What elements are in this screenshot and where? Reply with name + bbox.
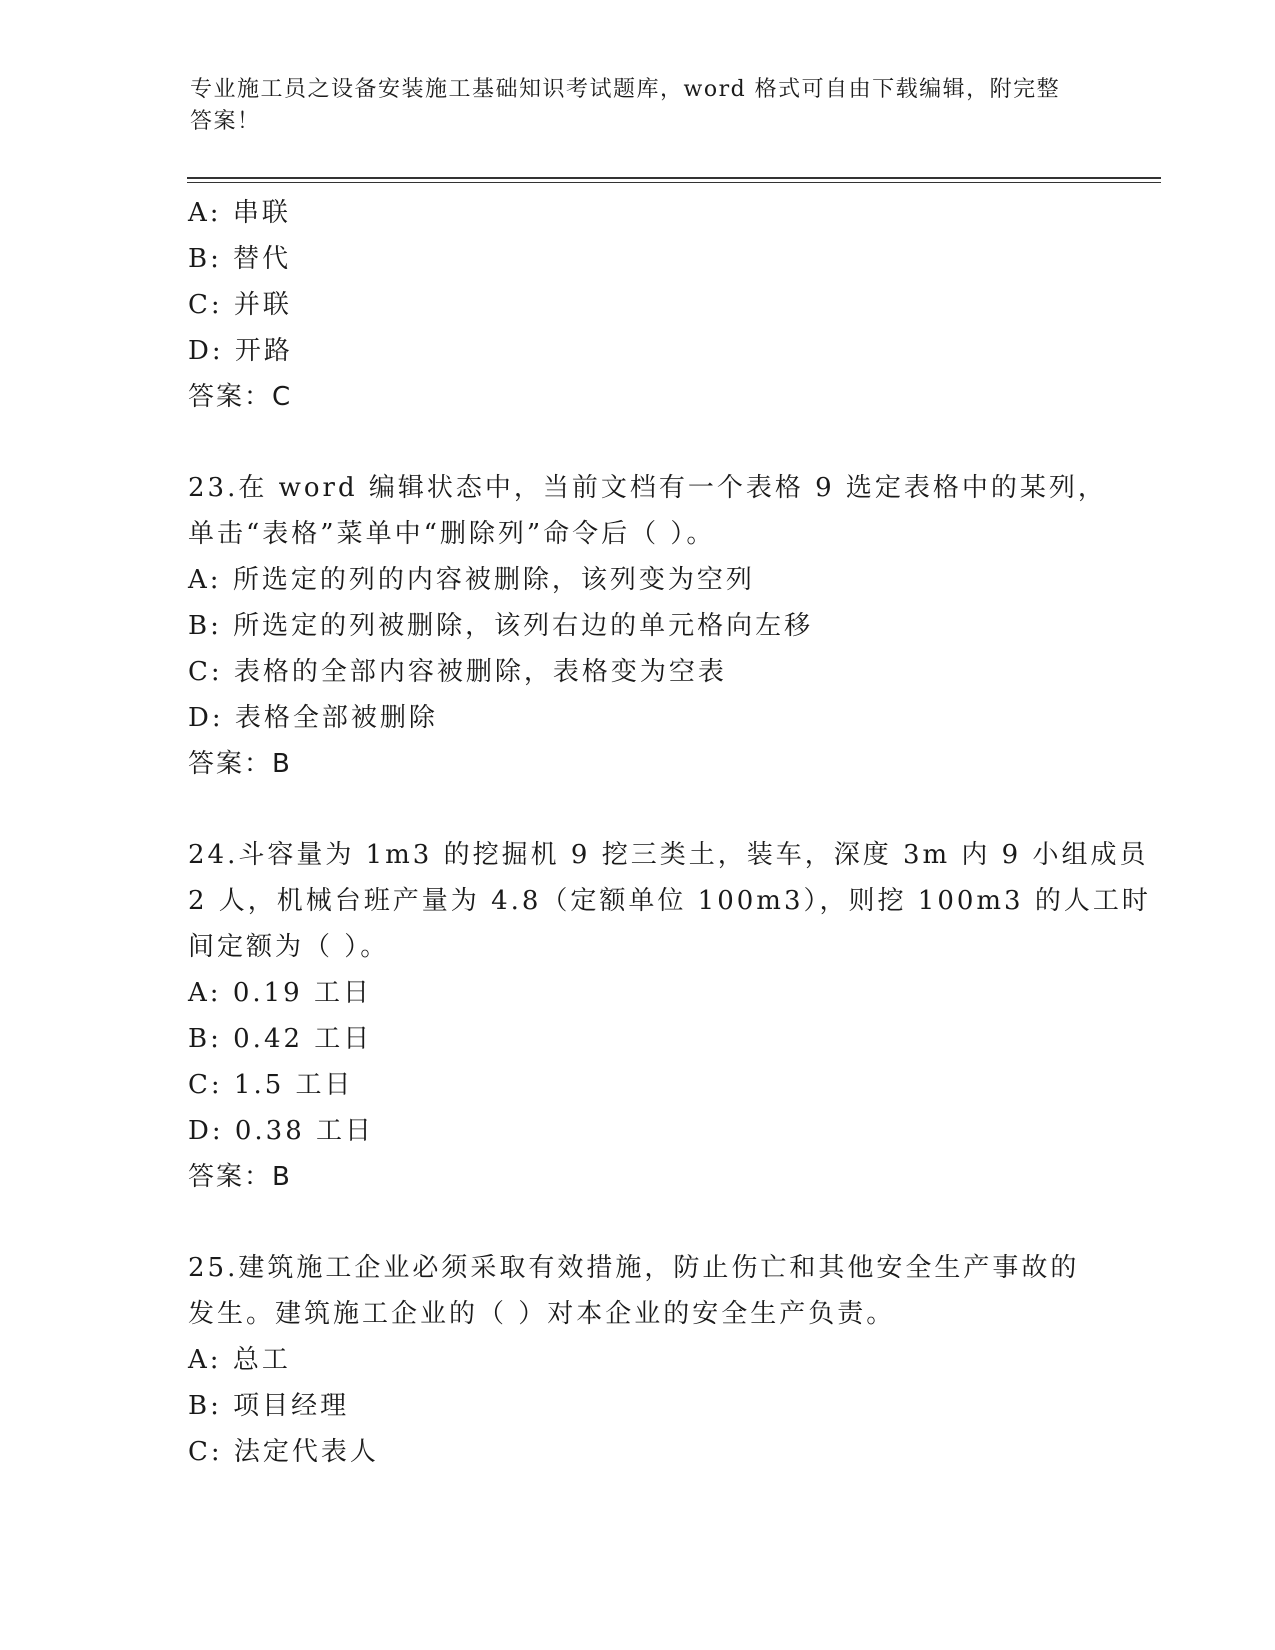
option-a: A: 所选定的列的内容被删除，该列变为空列	[188, 565, 755, 595]
document-header: 专业施工员之设备安装施工基础知识考试题库，word 格式可自由下载编辑，附完整答案！	[190, 77, 1061, 134]
option-b: B: 0.42 工日	[188, 1024, 373, 1054]
question-list	[188, 190, 1151, 1475]
option-d: D: 开路	[188, 336, 293, 366]
option-b: B: 所选定的列被删除，该列右边的单元格向左移	[188, 611, 814, 641]
option-a: A: 总工	[188, 1345, 291, 1375]
question-25	[188, 1245, 1088, 1475]
question-text: 25.建筑施工企业必须采取有效措施，防止伤亡和其他安全生产事故的	[188, 1253, 1080, 1283]
option-b: B: 替代	[188, 244, 292, 274]
question-text: 2 人，机械台班产量为 4.8（定额单位 100m3），则挖 100m3 的人工时	[188, 886, 1151, 916]
question-22-continued	[188, 190, 1088, 420]
answer: 答案：B	[188, 1162, 292, 1192]
question-text: 单击“表格”菜单中“删除列”命令后（ ）。	[188, 519, 716, 549]
option-c: C: 法定代表人	[188, 1437, 379, 1467]
answer: 答案：C	[188, 382, 293, 412]
option-a: A: 0.19 工日	[188, 978, 372, 1008]
option-d: D: 0.38 工日	[188, 1116, 375, 1146]
question-text: 发生。建筑施工企业的（ ）对本企业的安全生产负责。	[188, 1299, 896, 1329]
option-c: C: 并联	[188, 290, 292, 320]
header-rule-thick	[187, 177, 1161, 179]
question-text: 间定额为（ ）。	[188, 932, 390, 962]
question-24	[188, 832, 1151, 1200]
option-c: C: 表格的全部内容被删除，表格变为空表	[188, 657, 727, 687]
option-d: D: 表格全部被删除	[188, 703, 438, 733]
question-text: 24.斗容量为 1m3 的挖掘机 9 挖三类土，装车，深度 3m 内 9 小组成员	[188, 840, 1149, 870]
header-rule-thin	[187, 182, 1161, 183]
answer: 答案：B	[188, 749, 292, 779]
option-b: B: 项目经理	[188, 1391, 350, 1421]
question-text: 23.在 word 编辑状态中，当前文档有一个表格 9 选定表格中的某列，	[188, 473, 1107, 503]
option-c: C: 1.5 工日	[188, 1070, 354, 1100]
question-23	[188, 465, 1107, 787]
option-a: A: 串联	[188, 198, 291, 228]
